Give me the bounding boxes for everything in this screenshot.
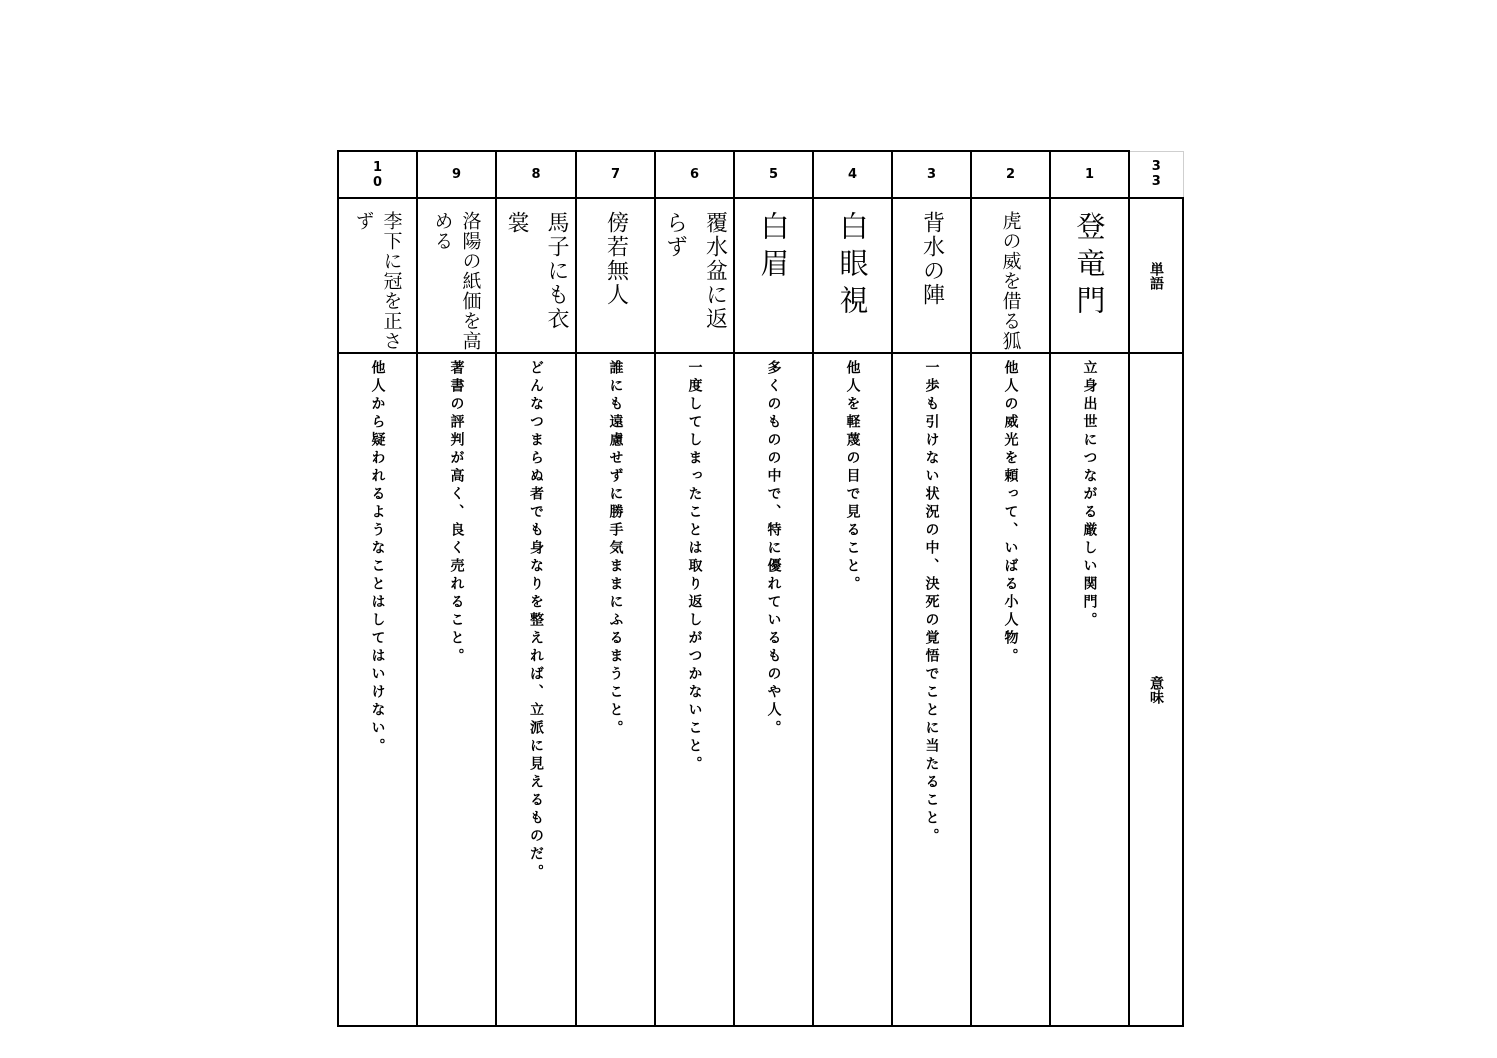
set-number: 3 3 xyxy=(1151,159,1161,190)
word-cell xyxy=(496,198,576,353)
word-cell xyxy=(892,198,971,353)
meaning-text: 他人の威光を頼って、いばる小人物。 xyxy=(1002,360,1019,667)
item-number: 9 xyxy=(451,167,462,183)
word-cell xyxy=(971,198,1050,353)
word-text: 傍若無人 xyxy=(603,211,629,308)
item-number: 2 xyxy=(1005,167,1016,183)
item-number-cell xyxy=(655,151,734,198)
meaning-row-label: 意味 xyxy=(1148,675,1164,704)
item-number: 8 xyxy=(531,167,541,183)
word-cell xyxy=(813,198,892,353)
item-number-cell xyxy=(496,151,576,198)
item-number: 6 xyxy=(689,167,700,183)
word-cell xyxy=(655,198,734,353)
item-number-cell xyxy=(338,151,417,198)
number-row xyxy=(338,151,1183,198)
item-number-cell xyxy=(813,151,892,198)
meaning-text: どんなつまらぬ者でも身なりを整えれば、立派に見えるものだ。 xyxy=(528,360,544,883)
item-number: 5 xyxy=(768,167,779,183)
meaning-text: 他人から疑われるようなことはしてはいけない。 xyxy=(369,360,386,757)
meaning-cell xyxy=(892,353,971,1026)
meaning-cell xyxy=(734,353,813,1026)
meaning-text: 著書の評判が高く、良く売れること。 xyxy=(448,360,465,667)
word-cell xyxy=(576,198,655,353)
item-number-cell xyxy=(1050,151,1129,198)
item-number: 1 xyxy=(1084,167,1095,183)
meaning-cell xyxy=(338,353,417,1026)
meaning-text: 誰にも遠慮せずに勝手気ままにふるまうこと。 xyxy=(607,360,624,739)
item-number-cell xyxy=(417,151,496,198)
word-text: 洛陽の紙価を高める xyxy=(431,211,482,352)
meaning-text: 一度してしまったことは取り返しがつかないこと。 xyxy=(686,360,703,775)
word-text: 白眼視 xyxy=(835,211,870,323)
word-text: 馬子にも衣裳 xyxy=(504,211,569,332)
meaning-cell xyxy=(1050,353,1129,1026)
meaning-text: 立身出世につながる厳しい関門。 xyxy=(1081,360,1098,631)
item-number-cell xyxy=(971,151,1050,198)
word-label-cell xyxy=(1129,198,1183,353)
meaning-cell xyxy=(655,353,734,1026)
item-number-cell xyxy=(734,151,813,198)
meaning-label-cell xyxy=(1129,353,1183,1026)
item-number-cell xyxy=(576,151,655,198)
word-row-label: 単語 xyxy=(1148,261,1164,290)
meaning-text: 多くのものの中で、特に優れているものや人。 xyxy=(765,360,782,739)
item-number: 3 xyxy=(926,167,937,183)
meaning-cell xyxy=(417,353,496,1026)
vocabulary-sheet xyxy=(337,150,1182,1027)
meaning-text: 一歩も引けない状況の中、決死の覚悟でことに当たること。 xyxy=(923,360,940,847)
item-number: 4 xyxy=(847,167,858,183)
vocabulary-table xyxy=(337,150,1184,1027)
set-number-cell xyxy=(1129,151,1183,198)
word-text: 虎の威を借る狐 xyxy=(999,211,1022,352)
meaning-text: 他人を軽蔑の目で見ること。 xyxy=(844,360,861,595)
word-cell xyxy=(1050,198,1129,353)
word-cell xyxy=(417,198,496,353)
word-row xyxy=(338,198,1183,353)
word-text: 背水の陣 xyxy=(919,211,945,308)
word-cell xyxy=(734,198,813,353)
item-number: 7 xyxy=(610,167,621,183)
item-number-cell xyxy=(892,151,971,198)
meaning-cell xyxy=(971,353,1050,1026)
item-number: 1 0 xyxy=(372,159,383,190)
word-text: 登竜門 xyxy=(1072,211,1107,323)
meaning-cell xyxy=(576,353,655,1026)
word-cell xyxy=(338,198,417,353)
meaning-cell xyxy=(813,353,892,1026)
word-text: 覆水盆に返らず xyxy=(662,211,728,332)
word-text: 白眉 xyxy=(756,211,791,286)
meaning-row xyxy=(338,353,1183,1026)
meaning-cell xyxy=(496,353,576,1026)
word-text: 李下に冠を正さず xyxy=(352,211,403,352)
